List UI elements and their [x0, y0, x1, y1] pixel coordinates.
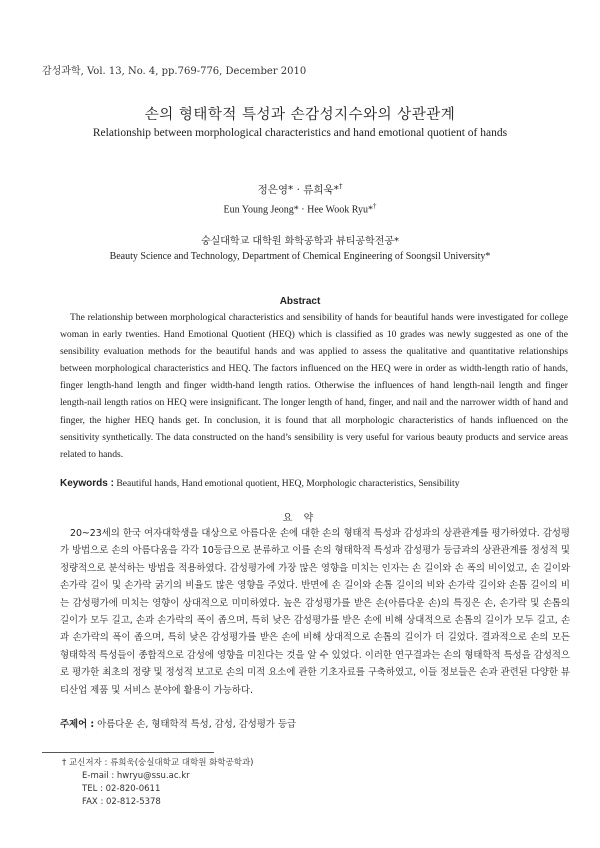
footnote-mark: †	[62, 758, 67, 768]
footnote-email: E-mail : hwryu@ssu.ac.kr	[82, 771, 190, 781]
summary-heading: 요 약	[282, 513, 318, 524]
footnote-line	[62, 757, 253, 770]
keywords-label: Keywords :	[60, 478, 114, 489]
abstract-body: The relationship between morphological characteristics and sensibility of hands for beautiful hands were investigated for college woman in early twenties. Hand Emotional Quotient (HEQ) which is classified as 10 grades was newly suggested as one of the sensibility evaluation methods for the beautiful hands and was applied to assess the qualitative and quantitative relationships between morphological characteristics and HEQ. The factors influenced on the HEQ were in order as width-length ratio of hands, finger length-hand length and finger width-hand length ratios. Otherwise the influences of hand length-nail length and finger length-nail length ratios on HEQ were insignificant. The longer length of hand, finger, and nail and the narrower width of hand and finger, the higher HEQ hands get. In conclusion, it is found that all morphologic characteristics of hands influenced on the sensitivity synthetically. The data constructed on the hand’s sensibility is very useful for various beauty products and service areas related to hands.	[60, 312, 568, 460]
keywords-text: Beautiful hands, Hand emotional quotient, HEQ, Morphologic characteristics, Sensibility	[116, 478, 460, 489]
affiliation-korean: 숭실대학교 대학원 화학공학과 뷰티공학전공*	[200, 236, 400, 247]
footnote-divider	[42, 752, 214, 753]
title-english: Relationship between morphological characteristics and hand emotional quotient of hands	[92, 127, 508, 139]
corresponding-mark-en: †	[372, 202, 377, 210]
summary-keywords-text: 아름다운 손, 형태학적 특성, 감성, 감성평가 등급	[97, 719, 297, 730]
summary-body: 20~23세의 한국 여자대학생을 대상으로 아름다운 손에 대한 손의 형태적 특성과 감성과의 상관관계를 평가하였다. 감성평가 방법으로 손의 아름다움을 각각 10등급으로 분류하고 이를 손의 형태학적 특성과 감성평가 등급과의 상관관계를 정성적 및 정량적으로 분석하는 방법을 적용하였다. 감성평가에 가장 많은 영향을 미치는 인자는 손 길이와 손 폭의 비이었고, 손 길이와 손가락 길이 및 손가락 굵기의 비율도 많은 영향을 주었다. 반면에 손 길이와 손톱 길이의 비와 손가락 길이와 손톱 길이의 비는 감성평가에 미치는 영향이 상대적으로 미미하였다. 높은 감성평가를 받은 손(아름다운 손)의 특징은 손, 손가락 및 손톱의 길이가 모두 길고, 손과 손가락의 폭이 좁으며, 특히 낮은 감성평가를 받은 손에 비해 상대적으로 손톱의 길이가 모두 길고, 손과 손가락의 폭이 좁으며, 특히 낮은 감성평가를 받은 손에 비해 상대적으로 손톱의 길이가 더 길었다. 결과적으로 손의 모든 형태학적 특성들이 종합적으로 감성에 영향을 미친다는 것을 알 수 있었다. 이러한 연구결과는 손의 형태학적 특성을 감성적으로 평가한 최초의 정량 및 정성적 보고로 손의 미적 요소에 관한 기초자료를 구축하였고, 이들 정보들은 손과 관련된 다양한 뷰티산업 제품 및 서비스 분야에 활용이 가능하다.	[60, 528, 570, 696]
authors-english-text: Eun Young Jeong* · Hee Wook Ryu*	[223, 204, 373, 216]
keywords-line	[60, 478, 568, 489]
affiliation-english: Beauty Science and Technology, Department of Chemical Engineering of Soongsil University*	[109, 251, 491, 262]
footnote-author: 교신저자 : 류희욱(숭실대학교 대학원 화학공학과)	[68, 758, 254, 768]
title-korean: 손의 형태학적 특성과 손감성지수와의 상관관계	[144, 107, 456, 123]
authors-korean	[0, 182, 600, 197]
summary-keywords-line	[60, 716, 570, 730]
footnote-fax: FAX : 02-812-5378	[82, 797, 161, 807]
footnote-tel: TEL : 02-820-0611	[82, 784, 161, 794]
authors-english	[0, 202, 600, 215]
journal-citation: 감성과학, Vol. 13, No. 4, pp.769-776, December 2010	[42, 66, 307, 77]
summary-keywords-label: 주제어 :	[60, 719, 95, 730]
authors-korean-text: 정은영* · 류희욱*	[257, 184, 339, 196]
abstract-heading: Abstract	[279, 296, 321, 307]
footnote	[62, 757, 253, 809]
corresponding-mark: †	[338, 182, 343, 191]
